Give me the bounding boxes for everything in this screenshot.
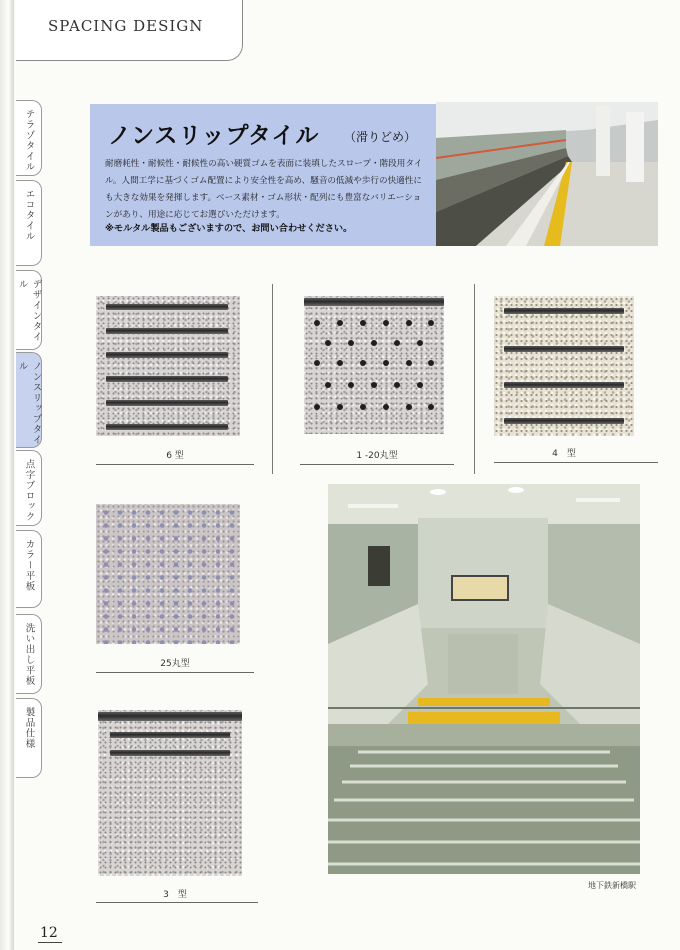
rubber-dot xyxy=(428,404,434,410)
side-tab-nonslip[interactable] xyxy=(16,352,42,448)
side-tab-braille-block[interactable] xyxy=(16,450,42,526)
rubber-strip xyxy=(110,750,230,756)
rubber-dot xyxy=(417,382,423,388)
rubber-dot xyxy=(383,360,389,366)
station-stairs-illustration xyxy=(328,484,640,874)
page-number-underline xyxy=(38,942,62,943)
side-tab-label: 洗い出し平板 xyxy=(23,623,35,686)
rubber-dot xyxy=(360,404,366,410)
banner-description: 耐磨耗性・耐候性・耐候性の高い硬質ゴムを表面に装填したスロープ・階段用タイル。人間工学に基づくゴム配置により安全性を高め、騒音の低減や歩行の快適性にも大きな効果を発揮します。ベース素材・ゴム形状・配列にも豊富なバリエーションがあり、用途に応じてお選びいただけます。 xyxy=(105,159,423,220)
page-header-title: SPACING DESIGN xyxy=(48,17,204,35)
rubber-dot xyxy=(314,404,320,410)
side-tab-terrazzo[interactable] xyxy=(16,100,42,176)
rubber-dot xyxy=(394,382,400,388)
tile-type-6 xyxy=(96,296,240,436)
side-tab-washed-slab[interactable] xyxy=(16,614,42,694)
rubber-dot xyxy=(314,360,320,366)
column-divider xyxy=(474,284,475,474)
rubber-strip xyxy=(504,346,624,352)
banner-title: ノンスリップタイル xyxy=(108,123,320,149)
rubber-strip xyxy=(110,732,230,738)
rubber-dot xyxy=(325,340,331,346)
rubber-dot xyxy=(383,320,389,326)
side-tab-label: カラー平板 xyxy=(23,539,35,592)
tile-caption-3: 3 型 xyxy=(163,890,187,900)
rubber-dot xyxy=(360,360,366,366)
tile-caption-4: 4 型 xyxy=(552,449,576,459)
rubber-strip xyxy=(106,304,228,310)
banner-note: ※モルタル製品もございますので、お問い合わせください。 xyxy=(105,223,353,234)
side-tab-specifications[interactable] xyxy=(16,698,42,778)
rubber-dot xyxy=(348,340,354,346)
photo-caption: 地下鉄新橋駅 xyxy=(588,881,636,890)
tile-type-1-20-round xyxy=(304,296,444,434)
caption-rule xyxy=(300,464,454,465)
side-tab-label: ノンスリップタイル xyxy=(16,361,42,445)
rubber-dot xyxy=(428,320,434,326)
rubber-dot xyxy=(360,320,366,326)
tile-type-4 xyxy=(494,296,634,436)
rubber-dot xyxy=(406,320,412,326)
rubber-dot xyxy=(337,404,343,410)
side-tab-label: テラゾタイル xyxy=(23,109,35,172)
tile-type-25-round xyxy=(96,504,240,644)
tile-caption-25: 25丸型 xyxy=(160,659,190,669)
side-tab-label: 点字ブロック xyxy=(23,459,35,522)
caption-rule xyxy=(96,464,254,465)
subway-platform-photo xyxy=(436,102,658,246)
rubber-dot xyxy=(383,404,389,410)
rubber-dot xyxy=(371,340,377,346)
side-tab-label: エコタイル xyxy=(23,189,35,242)
side-tab-label: 製品仕様 xyxy=(23,707,35,749)
rubber-dot xyxy=(337,360,343,366)
caption-rule xyxy=(96,672,254,673)
rubber-strip xyxy=(106,376,228,382)
rubber-dot xyxy=(325,382,331,388)
side-tab-design[interactable] xyxy=(16,270,42,350)
rubber-strip xyxy=(504,418,624,424)
rubber-strip xyxy=(106,352,228,358)
rubber-strip xyxy=(106,400,228,406)
page-binding xyxy=(0,0,14,950)
tile-caption-1-20: 1 -20丸型 xyxy=(356,451,398,461)
rubber-edge xyxy=(304,298,444,306)
rubber-strip xyxy=(106,424,228,430)
rubber-dot xyxy=(417,340,423,346)
station-stairs-photo xyxy=(328,484,640,874)
rubber-dot xyxy=(428,360,434,366)
caption-rule xyxy=(494,462,658,463)
rubber-dot xyxy=(314,320,320,326)
rubber-strip xyxy=(504,382,624,388)
tile-caption-6: 6 型 xyxy=(166,451,184,461)
side-tab-label: デザインタイル xyxy=(16,279,42,342)
page-number: 12 xyxy=(40,925,58,941)
rubber-strip xyxy=(504,308,624,314)
side-tab-eco[interactable] xyxy=(16,180,42,266)
rubber-strip xyxy=(106,328,228,334)
rubber-dot xyxy=(406,404,412,410)
rubber-dot xyxy=(394,340,400,346)
rubber-edge xyxy=(98,712,242,721)
banner-subtitle: （滑りどめ） xyxy=(344,130,417,144)
rubber-dot xyxy=(371,382,377,388)
rubber-dot xyxy=(337,320,343,326)
subway-platform-illustration xyxy=(436,102,658,246)
caption-rule xyxy=(96,902,258,903)
rubber-dot xyxy=(348,382,354,388)
rubber-dot xyxy=(406,360,412,366)
side-tab-color-slab[interactable] xyxy=(16,530,42,608)
tile-type-3 xyxy=(98,710,242,876)
column-divider xyxy=(272,284,273,474)
